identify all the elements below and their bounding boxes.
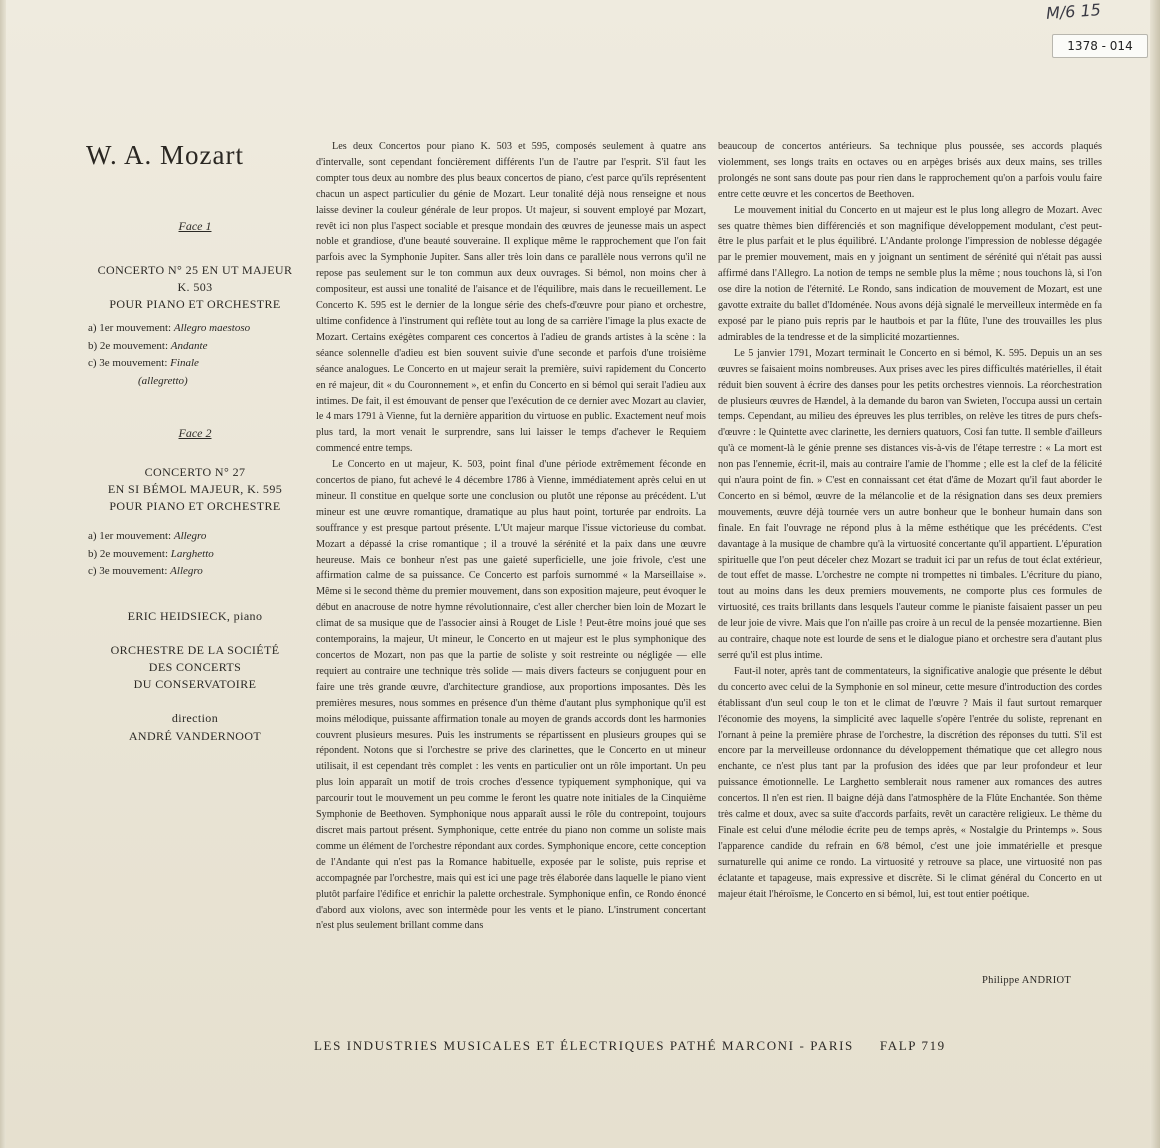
- catalog-number: FALP 719: [879, 1038, 946, 1053]
- face1-heading: Face 1: [178, 219, 212, 233]
- work-line: POUR PIANO ET ORCHESTRE: [109, 297, 281, 311]
- right-edge-shadow: [1150, 0, 1160, 1148]
- conductor-credit: ANDRÉ VANDERNOOT: [128, 729, 262, 743]
- face2-movements: [88, 528, 308, 581]
- movement-item: b) 2e mouvement: Larghetto: [88, 547, 214, 560]
- notes-paragraph: Faut-il noter, après tant de commentateurs, la significative analogie que présente le début du concerto avec celui de la Symphonie en sol mineur, cette mesure d'introduction des cordes établissant d'un seul coup le ton et le climat de l'œuvre ? Mais il faut surtout remarquer l'économie des moyens, la simplicité avec laquelle s'opère l'entrée du soliste, reprenant en l'ornant à peine la première phrase de l'orchestre, la discrétion des réponses du tutti. S'il est encore par la merveilleuse ordonnance du développement thématique que cet allegro nous enchante, ce n'est plus tant par la profusion des idées que par leur profondeur et leur puissance émotionnelle. Le Larghetto semblerait nous ramener aux romances des autres concertos. Il n'en est rien. Il baigne déjà dans l'atmosphère de la Flûte Enchantée. Son thème très calme et doux, avec sa suite d'accords parfaits, revêt un caractère religieux. Le thème du Finale est celui d'une mélodie écrite peu de temps après, « Nostalgie du Printemps ». Sous l'apparence candide du refrain en 6/8 bémol, c'est une joie immatérielle et presque surnaturelle qui anime ce rondo. La virtuosité y retrouve sa place, une virtuosité non pas éclatante et tapageuse, mais expressive et discrète. Si le climat général du Concerto en ut majeur était l'héroïsme, le Concerto en si bémol, lui, est tout entier poétique.: [718, 665, 1102, 900]
- liner-notes-column-1: [316, 139, 706, 934]
- work-line: POUR PIANO ET ORCHESTRE: [109, 499, 281, 513]
- publisher-footer: [314, 1038, 946, 1054]
- author-signature: Philippe ANDRIOT: [982, 975, 1072, 986]
- orchestra-line: DU CONSERVATOIRE: [133, 677, 257, 691]
- left-edge-shadow: [0, 0, 6, 1148]
- face2-work-title: [80, 464, 310, 515]
- composer-title: W. A. Mozart: [86, 140, 244, 170]
- notes-paragraph: Le mouvement initial du Concerto en ut majeur est le plus long allegro de Mozart. Avec ses quatre thèmes bien différenciés et son magnifique développement modulant, c'est peut-être le plus parfait et le plus équilibré. L'Andante prolonge l'impression de noblesse dégagée par le premier mouvement, mais en y joignant un sentiment de sérénité qui n'était pas aussi affirmé dans l'Allegro. La notion de temps ne semble plus la même ; nous touchons là, si l'on ose dire la notion de l'éternité. Le Rondo, sans indication de mouvement de Mozart, est une gavotte extraite du ballet d'Idoménée. Nous avons déjà signalé le merveilleux intermède en fa exposé par le piano puis repris par le hautbois et par la flûte, l'une des trouvailles les plus admirables de la tendresse et de la simplicité mozartiennes.: [718, 204, 1102, 343]
- work-line: EN SI BÉMOL MAJEUR, K. 595: [107, 482, 283, 496]
- work-line: CONCERTO N° 27: [144, 465, 246, 479]
- movement-item: c) 3e mouvement: Finale: [88, 357, 199, 369]
- notes-paragraph: Les deux Concertos pour piano K. 503 et 595, composés seulement à quatre ans d'intervalle, sont cependant foncièrement différents l'un de l'autre par l'esprit. S'il faut les compter tous deux au nombre des plus beaux concertos de piano, c'est parce qu'ils représentent chacun un aspect particulier du génie de Mozart. Leur tonalité déjà nous renseigne et nous laisse deviner la couleur générale de leur propos. Ut majeur, si souvent employé par Mozart, revêt ici non plus l'aspect sociable et presque mondain des œuvres de jeunesse mais un aspect noble et grandiose, d'une beauté souveraine. Il explique même le rapprochement que l'on fait parfois avec la Symphonie Jupiter. Sans aller très loin dans ce parallèle nous verrons qu'il ne repose pas seulement sur le ton commun aux deux ouvrages. Si bémol, non moins cher à compositeur, est aussi une tonalité de l'aisance et de l'équilibre, mais dans le recueillement. Le Concerto K. 595 est le dernier de la longue série des chefs-d'œuvre pour piano et orchestre, ultime confidence à l'instrument qui reflète tout au long de sa carrière l'image la plus exacte de Mozart. Certains exégètes comparent ces concertos à l'adieu de grands artistes à la scène : la séance solennelle d'adieu est bien souvent suivie d'une seconde et parfois d'une troisième séance analogues. Le Concerto en ut majeur serait la première, suivi rapidement du Concerto en ré majeur, dit « du Couronnement », et enfin du Concerto en si bémol qui serait l'adieu aux intimes. De fait, il est émouvant de penser que l'exécution de ce dernier avec Mozart au clavier, le 4 mars 1791 à Vienne, fut la dernière apparition du virtuose en public. Exactement neuf mois plus tard, la mort venait le surprendre, sans lui laisser le temps d'achever le Requiem commencé entre temps.: [316, 141, 706, 455]
- notes-paragraph: Le Concerto en ut majeur, K. 503, point final d'une période extrêmement féconde en concertos de piano, fut achevé le 4 décembre 1786 à Vienne, immédiatement après celui en ut mineur. Il constitue en quelque sorte une conclusion ou plutôt une réponse au précédent. L'ut mineur est une œuvre romantique, dramatique au plus haut point, torturée par endroits. La souffrance y est presque partout présente. L'Ut majeur marque l'issue victorieuse du combat. Mozart a dépassé la crise romantique ; il a trouvé la sérénité et la paix dans une œuvre heureuse. Mais ce bonheur n'est pas une gaieté superficielle, une joie frivole, c'est une affirmation calme de sa puissance. Ce Concerto est parfois surnommé « la Marseillaise ». Même si le second thème du premier mouvement, dans son exposition majeure, peut évoquer le début en anacrouse de notre hymne révolutionnaire, c'est aller chercher bien loin de Mozart le climat de sa musique que de l'associer ainsi à Rouget de Lisle ! Peut-être moins joué que ses contemporains, la majeur, Ut mineur, le Concerto en ut majeur est le plus symphonique des concertos de Mozart, non pas que la partie de soliste y soit restreinte ou négligée — elle requiert au contraire une technique très solide — mais divers facteurs se conjuguent pour en faire une très grande œuvre, d'architecture grandiose, aux proportions imposantes. Dès les premières mesures, nous sommes en présence d'un thème d'autant plus symphonique qu'il est moins mélodique, puissante affirmation tonale au moyen de grands accords dont les harmonies couvrent plusieurs mesures. Puis les instruments se répartissent en plusieurs groupes qui se répondent. Notons que si l'orchestre se prive des clarinettes, que le Concerto en ut mineur utilisait, il est cependant très complet : les vents en particulier ont un rôle important. Un peu plus loin apparaît un motif de trois croches d'essence typiquement symphonique, qui va parcourir tout le mouvement un peu comme le feront les quatre note initiales de la Cinquième Symphonie de Beethoven. Symphonique nous apparaît aussi le rôle du contrepoint, toujours discret mais partout présent. Symphonique, cette entrée du piano non comme un soliste mais comme un élément de l'orchestre répondant aux cordes. Symphonique encore, cette conception de l'Andante qui n'est pas la Romance habituelle, exposée par le soliste, puis reprise et accompagnée par l'orchestre, mais qui est ici une page très élaborée dans laquelle le piano vient plutôt parfaire l'édifice et enrichir la palette orchestrale. Symphonique enfin, ce Rondo énoncé d'abord aux violons, avec son intermède pour les vents et le piano. L'instrument concertant n'est plus seulement brillant comme dans: [316, 459, 706, 932]
- handwritten-note: M/6 15: [1045, 0, 1102, 23]
- face2-heading: Face 2: [178, 426, 212, 440]
- face1-movements: [88, 320, 308, 390]
- catalog-sticker: 1378 - 014: [1052, 34, 1148, 58]
- movement-item: a) 1er mouvement: Allegro maestoso: [88, 322, 251, 334]
- work-line: CONCERTO N° 25 EN UT MAJEUR: [97, 263, 293, 277]
- work-line: K. 503: [177, 280, 213, 294]
- movement-item: b) 2e mouvement: Andante: [88, 339, 208, 352]
- liner-notes-column-2: [718, 139, 1102, 903]
- publisher-name: LES INDUSTRIES MUSICALES ET ÉLECTRIQUES PATHÉ MARCONI - PARIS: [314, 1038, 854, 1053]
- orchestra-credit: [80, 642, 310, 693]
- notes-paragraph: Le 5 janvier 1791, Mozart terminait le Concerto en si bémol, K. 595. Depuis un an ses œuvres se faisaient moins nombreuses. Aux prises avec les pires difficultés matérielles, il était réduit bien souvent à écrire des danses pour les petits orchestres viennois. La réorchestration de plusieurs œuvres de Hændel, à la demande du baron van Swieten, l'occupa aussi un certain temps. Cependant, au milieu des épreuves les plus terribles, on relève les titres de purs chefs-d'œuvre : le Quintette avec clarinette, les derniers quatuors, Cosi fan tutte. Il semble d'ailleurs qu'à ce moment-là le génie prenne ses distances vis-à-vis de l'étape terrestre : « La mort est non pas l'ennemie, écrit-il, mais au contraire l'amie de l'homme ; elle est la clef de la félicité qui n'aura point de fin. » C'est en connaissant cet état d'âme de Mozart qu'il faut aborder le Concerto en si bémol, œuvre de la mélancolie et de la résignation dans ses deux premiers mouvements, œuvre déjà tournée vers un autre bonheur que le bonheur humain dans son finale. En fait l'ouvrage ne répond plus à la même esthétique que les précédents. C'est davantage à la musique de chambre qu'à la virtuosité concertante qu'il appartient. L'épuration spirituelle que l'on peut déceler chez Mozart se traduit ici par un refus de tout éclat extérieur, de tout effet de masse. L'orchestre ne compte ni trompettes ni timbales. L'écriture du piano, tout au moins dans les deux premiers mouvements, ne comporte plus ces formules de virtuosité, ces traits brillants dans lesquels l'auteur comme le pianiste faisaient passer un peu de leur joie de vivre. Mais que l'on n'aille pas croire à un recul de la pensée mozartienne. Bien au contraire, chaque note est lourde de sens et le dialogue piano et orchestre sera d'autant plus serré qu'il est plus intime.: [718, 347, 1102, 661]
- orchestra-line: ORCHESTRE DE LA SOCIÉTÉ: [110, 643, 280, 657]
- notes-paragraph: beaucoup de concertos antérieurs. Sa technique plus poussée, ses accords plaqués violemment, ses longs traits en octaves ou en arpèges brisés aux deux mains, ses trilles prolongés ne sont sans doute pas pour rien dans le rapprochement qu'on a parfois voulu faire entre cette œuvre et les concertos de Beethoven.: [718, 141, 1102, 200]
- movement-item: a) 1er mouvement: Allegro: [88, 530, 207, 542]
- movement-note: (allegretto): [138, 374, 188, 387]
- face1-work-title: [80, 262, 310, 313]
- soloist-credit: ERIC HEIDSIECK, piano: [127, 609, 263, 623]
- orchestra-line: DES CONCERTS: [148, 660, 242, 674]
- movement-item: c) 3e mouvement: Allegro: [88, 565, 203, 577]
- direction-label: direction: [171, 711, 219, 725]
